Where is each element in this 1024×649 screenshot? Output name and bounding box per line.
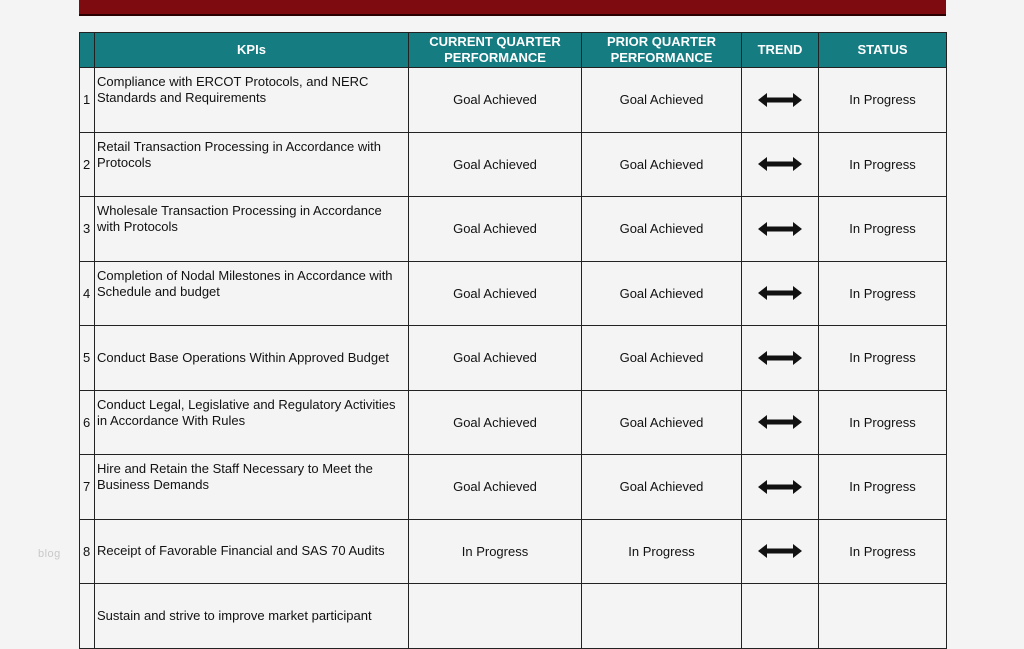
double-arrow-icon [742, 544, 818, 558]
row-number: 5 [80, 326, 95, 391]
watermark-text: blog [38, 548, 61, 560]
trend-cell [742, 197, 819, 262]
trend-cell [742, 455, 819, 520]
trend-cell [742, 261, 819, 326]
status-cell: In Progress [819, 68, 947, 133]
row-number: 7 [80, 455, 95, 520]
table-row [80, 132, 947, 197]
trend-cell [742, 390, 819, 455]
status-cell: In Progress [819, 326, 947, 391]
kpi-name: Hire and Retain the Staff Necessary to Meet the Business Demands [95, 455, 409, 520]
double-arrow-icon [742, 351, 818, 365]
current-quarter-cell: Goal Achieved [409, 68, 582, 133]
header-kpis: KPIs [95, 33, 409, 68]
table-row [80, 197, 947, 262]
trend-cell [742, 584, 819, 649]
prior-quarter-cell: Goal Achieved [582, 455, 742, 520]
row-number: 3 [80, 197, 95, 262]
current-quarter-cell: Goal Achieved [409, 132, 582, 197]
trend-cell [742, 326, 819, 391]
header-status: STATUS [819, 33, 947, 68]
current-quarter-cell: Goal Achieved [409, 261, 582, 326]
table-row [80, 326, 947, 391]
current-quarter-cell: Goal Achieved [409, 326, 582, 391]
status-cell: In Progress [819, 455, 947, 520]
current-quarter-cell: Goal Achieved [409, 390, 582, 455]
kpi-name: Compliance with ERCOT Protocols, and NERC Standards and Requirements [95, 68, 409, 133]
prior-quarter-cell: Goal Achieved [582, 132, 742, 197]
header-current-quarter: CURRENT QUARTER PERFORMANCE [409, 33, 582, 68]
row-number: 8 [80, 519, 95, 584]
title-bar-stripe [79, 0, 946, 16]
prior-quarter-cell: Goal Achieved [582, 390, 742, 455]
table-row-partial [80, 584, 947, 649]
prior-quarter-cell: Goal Achieved [582, 68, 742, 133]
kpi-name: Receipt of Favorable Financial and SAS 70 Audits [95, 519, 409, 584]
kpi-name: Conduct Legal, Legislative and Regulatory Activities in Accordance With Rules [95, 390, 409, 455]
status-cell [819, 584, 947, 649]
table-row [80, 455, 947, 520]
kpi-table [79, 32, 947, 649]
current-quarter-cell: Goal Achieved [409, 455, 582, 520]
row-number: 4 [80, 261, 95, 326]
double-arrow-icon [742, 222, 818, 236]
header-number [80, 33, 95, 68]
header-prior-quarter: PRIOR QUARTER PERFORMANCE [582, 33, 742, 68]
kpi-name: Completion of Nodal Milestones in Accordance with Schedule and budget [95, 261, 409, 326]
kpi-name: Sustain and strive to improve market participant [95, 584, 409, 649]
kpi-name: Wholesale Transaction Processing in Accordance with Protocols [95, 197, 409, 262]
kpi-name: Conduct Base Operations Within Approved Budget [95, 326, 409, 391]
table-row [80, 261, 947, 326]
trend-cell [742, 68, 819, 133]
status-cell: In Progress [819, 519, 947, 584]
kpi-name: Retail Transaction Processing in Accordance with Protocols [95, 132, 409, 197]
prior-quarter-cell: Goal Achieved [582, 326, 742, 391]
current-quarter-cell [409, 584, 582, 649]
status-cell: In Progress [819, 132, 947, 197]
table-row [80, 390, 947, 455]
row-number: 1 [80, 68, 95, 133]
status-cell: In Progress [819, 261, 947, 326]
prior-quarter-cell: In Progress [582, 519, 742, 584]
trend-cell [742, 132, 819, 197]
double-arrow-icon [742, 157, 818, 171]
current-quarter-cell: Goal Achieved [409, 197, 582, 262]
table-header-row [80, 33, 947, 68]
status-cell: In Progress [819, 197, 947, 262]
prior-quarter-cell [582, 584, 742, 649]
prior-quarter-cell: Goal Achieved [582, 261, 742, 326]
status-cell: In Progress [819, 390, 947, 455]
double-arrow-icon [742, 480, 818, 494]
prior-quarter-cell: Goal Achieved [582, 197, 742, 262]
double-arrow-icon [742, 93, 818, 107]
table-row [80, 68, 947, 133]
double-arrow-icon [742, 286, 818, 300]
trend-cell [742, 519, 819, 584]
row-number [80, 584, 95, 649]
row-number: 6 [80, 390, 95, 455]
table-row [80, 519, 947, 584]
header-trend: TREND [742, 33, 819, 68]
row-number: 2 [80, 132, 95, 197]
current-quarter-cell: In Progress [409, 519, 582, 584]
double-arrow-icon [742, 415, 818, 429]
